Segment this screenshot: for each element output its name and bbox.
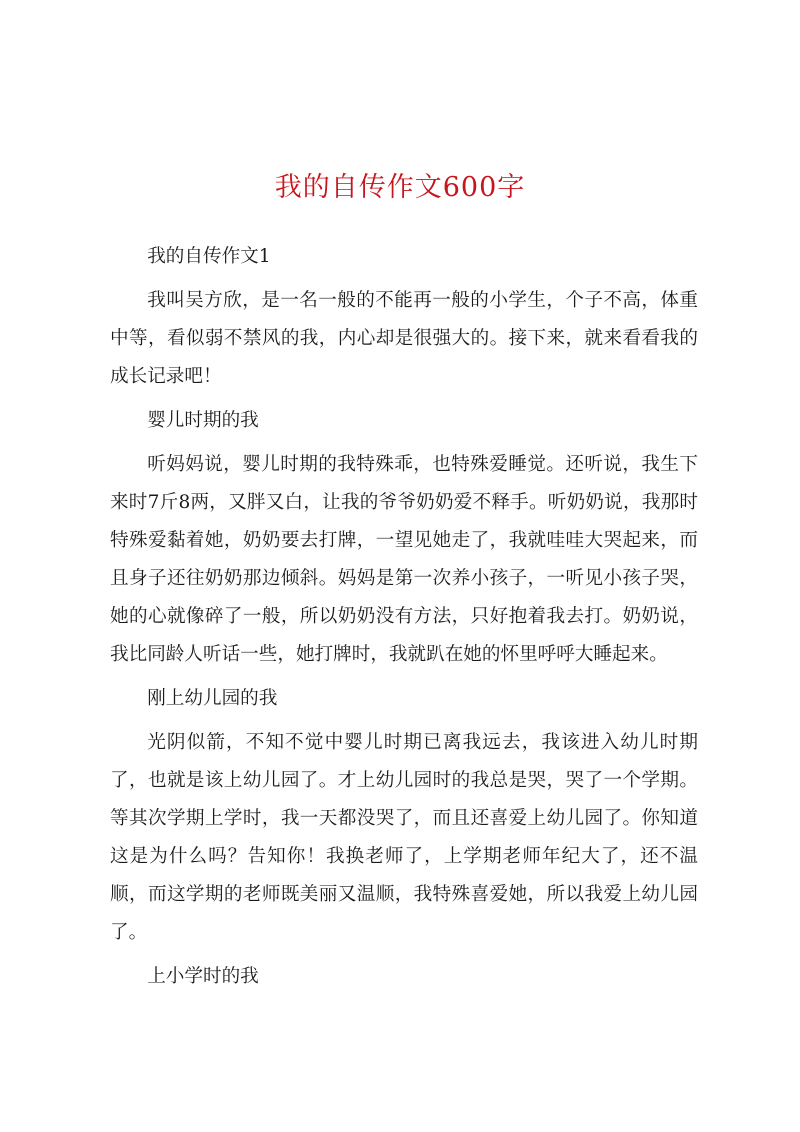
document-title: 我的自传作文600字 (274, 172, 526, 203)
paragraph-heading-primary-school: 上小学时的我 (147, 966, 259, 987)
paragraph-heading-1: 我的自传作文1 (147, 246, 271, 267)
paragraph-infancy: 听妈妈说，婴儿时期的我特殊乖，也特殊爱睡觉。还听说，我生下来时7斤8两，又胖又白，让我的爷爷奶奶爱不释手。听奶奶说，我那时特殊爱黏着她，奶奶要去打牌，一望见她走了，我就哇哇大哭起来，而且身子还往奶奶那边倾斜。妈妈是第一次养小孩子，一听见小孩子哭，她的心就像碎了一般，所以奶奶没有方法，只好抱着我去打。奶奶说，我比同龄人听话一些，她打牌时，我就趴在她的怀里呼呼大睡起来。 (110, 454, 698, 665)
paragraph-heading-kindergarten: 刚上幼儿园的我 (147, 688, 278, 709)
paragraph-kindergarten: 光阴似箭，不知不觉中婴儿时期已离我远去，我该进入幼儿时期了，也就是该上幼儿园了。才上幼儿园时的我总是哭，哭了一个学期。等其次学期上学时，我一天都没哭了，而且还喜爱上幼儿园了。你知道这是为什么吗？告知你！我换老师了，上学期老师年纪大了，还不温顺，而这学期的老师既美丽又温顺，我特殊喜爱她，所以我爱上幼儿园了。 (110, 732, 698, 943)
paragraph-intro: 我叫吴方欣，是一名一般的不能再一般的小学生，个子不高，体重中等，看似弱不禁风的我，内心却是很强大的。接下来，就来看看我的成长记录吧！ (110, 290, 698, 387)
paragraph-heading-infancy: 婴儿时期的我 (147, 410, 259, 431)
document-body (110, 238, 698, 1002)
